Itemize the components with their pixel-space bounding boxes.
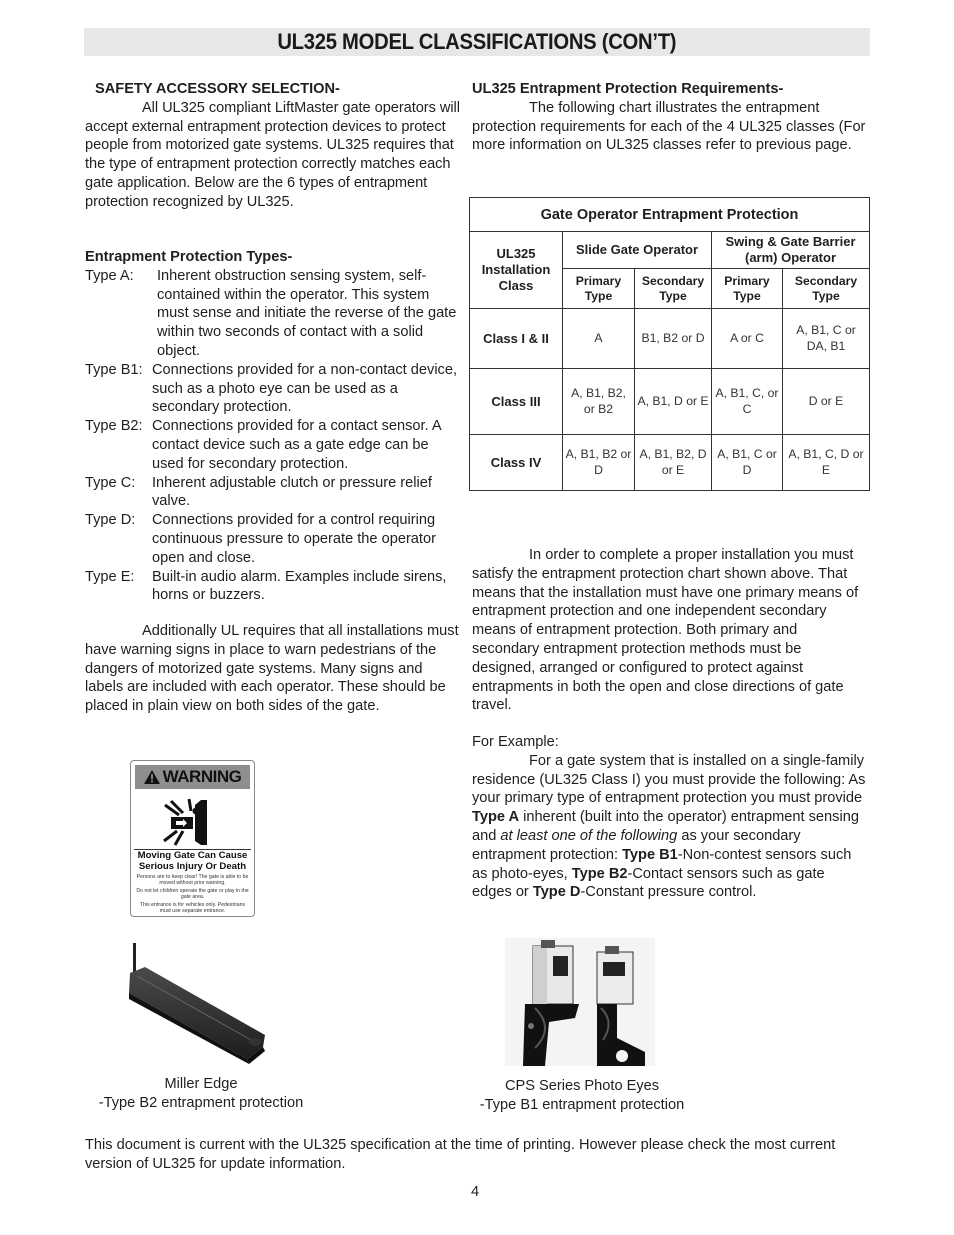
requirements-heading: UL325 Entrapment Protection Requirements- <box>472 81 784 97</box>
cell-swing-primary: A, B1, C, or C <box>712 369 783 435</box>
warning-sign-header <box>135 765 250 789</box>
photo-eyes-image <box>505 938 655 1066</box>
cell-slide-secondary: B1, B2 or D <box>635 309 712 369</box>
warning-sign-title: WARNING <box>162 767 242 786</box>
row-class: Class I & II <box>470 309 563 369</box>
page-title-bar <box>84 28 870 56</box>
types-heading: Entrapment Protection Types- <box>85 249 293 265</box>
type-description: Connections provided for a contact sensor. A contact device such as a gate edge can be used for secondary protection. <box>152 418 441 472</box>
safety-section <box>85 80 460 212</box>
example-italic: at least one of the following <box>500 827 678 844</box>
col-header-class: UL325 Installation Class <box>470 232 563 309</box>
type-description: Built-in audio alarm. Examples include sirens, horns or buzzers. <box>152 568 447 604</box>
example-bold-type-a: Type A <box>472 809 520 826</box>
type-c <box>85 474 460 512</box>
example-text: For a gate system that is installed on a single-family residence (UL325 Class I) you must provide the following: As your primary type of entrapment protection you must provide <box>472 752 866 807</box>
col-group-slide: Slide Gate Operator <box>563 232 712 269</box>
example-bold-type-d: Type D <box>532 884 581 901</box>
example-text: -Contact sensors such as gate edges or <box>472 865 825 901</box>
cell-slide-secondary: A, B1, B2, D or E <box>635 435 712 491</box>
type-label: Type A: <box>85 267 134 284</box>
cell-swing-secondary: D or E <box>783 369 870 435</box>
table-row <box>470 309 870 369</box>
caption-title: CPS Series Photo Eyes <box>504 1078 660 1094</box>
col-header-slide-secondary: Secondary Type <box>635 269 712 309</box>
sign-small-text-1: Persons are to keep clear! The gate is able to be moved without prior warning. <box>136 874 249 886</box>
cell-slide-secondary: A, B1, D or E <box>635 369 712 435</box>
example-text: as your secondary entrapment protection: <box>472 827 801 863</box>
type-description: Inherent adjustable clutch or pressure relief valve. <box>152 474 432 510</box>
caption-subtitle: -Type B1 entrapment protection <box>479 1097 685 1113</box>
types-section <box>85 248 460 605</box>
footer-note: This document is current with the UL325 specification at the time of printing. However please check the most current version of UL325 for update information. <box>85 1137 836 1172</box>
sign-line-1: Moving Gate Can Cause <box>137 850 248 861</box>
type-a <box>85 267 460 361</box>
example-label: For Example: <box>472 734 559 750</box>
requirements-paragraph: The following chart illustrates the entrapment protection requirements for each of the 4 UL325 classes (For more information on UL325 classes refer to previous page. <box>472 99 866 154</box>
crush-hazard-icon <box>161 797 221 847</box>
caption-title: Miller Edge <box>164 1076 238 1092</box>
photo-eyes-caption <box>462 1077 702 1115</box>
table-row <box>470 435 870 491</box>
cell-swing-primary: A or C <box>712 309 783 369</box>
col-header-slide-primary: Primary Type <box>563 269 635 309</box>
row-class: Class IV <box>470 435 563 491</box>
example-bold-type-b1: Type B1 <box>622 846 678 863</box>
type-description: Connections provided for a non-contact device, such as a photo eye can be used as a secondary protection. <box>152 361 458 416</box>
example-text: inherent (built into the operator) entrapment sensing and <box>472 809 859 844</box>
type-label: Type B1: <box>85 361 143 378</box>
safety-paragraph: All UL325 compliant LiftMaster gate operators will accept external entrapment protection devices to protect people from motorized gate systems. UL325 requires that the type of entrapment protection correctly matches each gate application. Below are the 6 types of entrapment protection recognized by UL325. <box>85 99 460 210</box>
type-description: Inherent obstruction sensing system, self-contained within the operator. This system must sense and initiate the reverse of the gate within two seconds of contact with a solid object. <box>157 267 457 359</box>
cell-slide-primary: A, B1, B2 or D <box>563 435 635 491</box>
sign-small-text-2: Do not let children operate the gate or play in the gate area. <box>136 888 249 900</box>
safety-heading: SAFETY ACCESSORY SELECTION- <box>95 81 340 97</box>
sign-line-2: Serious Injury Or Death <box>138 860 247 872</box>
type-e <box>85 568 460 606</box>
cell-swing-secondary: A, B1, C or DA, B1 <box>783 309 870 369</box>
table-title: Gate Operator Entrapment Protection <box>470 198 870 232</box>
miller-edge-caption <box>80 1075 322 1113</box>
example-bold-type-b2: Type B2 <box>571 865 628 882</box>
type-label: Type E: <box>85 568 135 585</box>
cell-swing-primary: A, B1, C or D <box>712 435 783 491</box>
type-b1 <box>85 361 460 417</box>
miller-edge-image <box>125 943 270 1065</box>
type-description: Connections provided for a control requiring continuous pressure to operate the operator open and close. <box>152 512 436 566</box>
col-header-swing-secondary: Secondary Type <box>783 269 870 309</box>
warning-signs-paragraph-block <box>85 622 460 716</box>
warning-signs-paragraph: Additionally UL requires that all installations must have warning signs in place to warn pedestrians of the dangers of motorized gate systems. Many signs and labels are included with each operator. These should be placed in plain view on both sides of the gate. <box>85 623 459 715</box>
example-paragraph <box>472 752 867 902</box>
entrapment-protection-table <box>469 197 870 491</box>
installation-section <box>472 546 867 715</box>
type-label: Type C: <box>85 474 136 491</box>
requirements-section <box>472 80 867 155</box>
type-label: Type D: <box>85 512 136 529</box>
sign-small-text-3: This entrance is for vehicles only. Pedestrians must use separate entrance. <box>139 902 246 914</box>
installation-paragraph: In order to complete a proper installation you must satisfy the entrapment protection chart shown above. That means that the installation must have one primary means of entrapment protection and one independent secondary means of entrapment protection. Both primary and secondary entrapment protection methods must be designed, arranged or configured to protect against entrapments in both the open and close directions of gate travel. <box>472 547 859 714</box>
warning-sign-main-text <box>131 851 254 872</box>
example-section <box>472 733 867 902</box>
caption-subtitle: -Type B2 entrapment protection <box>98 1095 304 1111</box>
warning-triangle-icon <box>144 770 160 784</box>
example-text: -Constant pressure control. <box>580 884 757 901</box>
page-title: UL325 MODEL CLASSIFICATIONS (CON’T) <box>277 29 677 54</box>
example-text: -Non-contest sensors such as photo-eyes, <box>472 846 852 882</box>
type-label: Type B2: <box>85 418 143 435</box>
cell-slide-primary: A, B1, B2, or B2 <box>563 369 635 435</box>
type-b2 <box>85 417 460 473</box>
col-header-swing-primary: Primary Type <box>712 269 783 309</box>
table-row <box>470 369 870 435</box>
type-d <box>85 511 460 567</box>
warning-sign-image <box>130 760 255 917</box>
cell-swing-secondary: A, B1, C, D or E <box>783 435 870 491</box>
cell-slide-primary: A <box>563 309 635 369</box>
page-number: 4 <box>470 1184 480 1200</box>
row-class: Class III <box>470 369 563 435</box>
col-group-swing: Swing & Gate Barrier (arm) Operator <box>712 232 870 269</box>
